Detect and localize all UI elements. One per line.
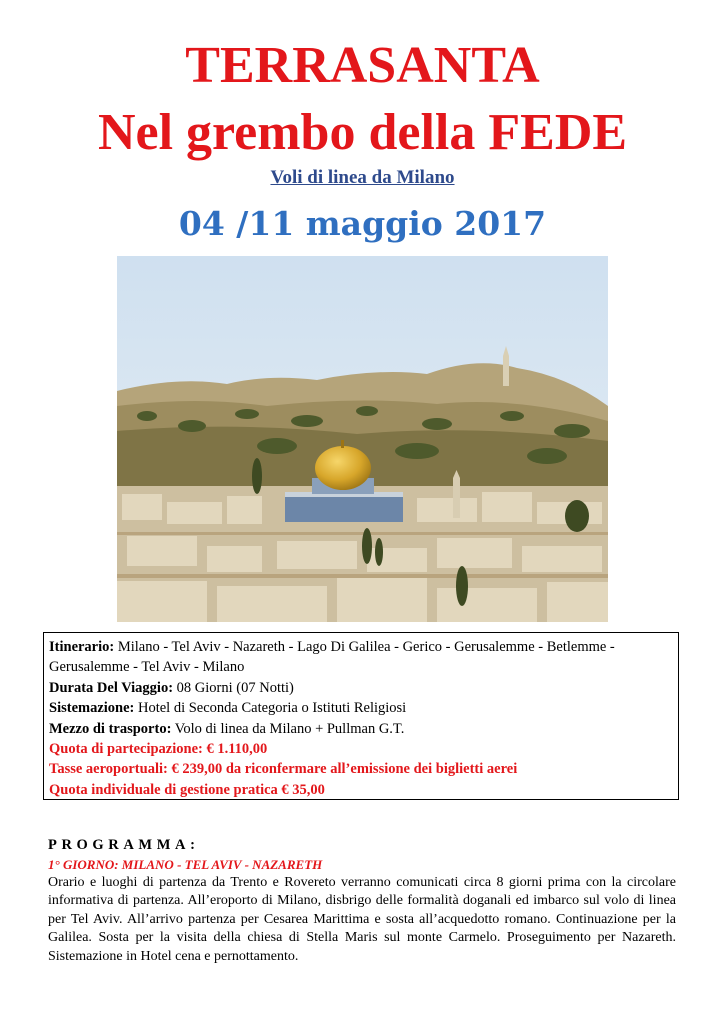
price-row: Quota di partecipazione: € 1.110,00: [49, 741, 268, 758]
trip-info-box: [43, 632, 679, 800]
itinerary-value: Milano - Tel Aviv - Nazareth - Lago Di Galilea - Gerico - Gerusalemme - Betlemme - Gerusalemme - Tel Aviv - Milano: [49, 639, 615, 676]
day-1-text: Orario e luoghi di partenza da Trento e Rovereto verranno comunicati circa 8 giorni prima con la circolare informativa di partenza. All’eroporto di Milano, disbrigo delle formalità doganali ed imbarco sul volo di linea per Tel Aviv. All’arrivo partenza per Cesarea Marittima e sosta all’acquedotto romano. Continuazione per la Galilea. Sosta per la visita della chiesa di Stella Maris sul monte Carmelo. Proseguimento per Nazareth. Sistemazione in Hotel cena e pernottamento.: [48, 875, 676, 964]
transport-label: Mezzo di trasporto:: [49, 720, 172, 737]
program-heading: PROGRAMMA:: [48, 837, 200, 853]
accommodation-row: [49, 698, 673, 718]
jerusalem-dome-of-the-rock-photo: [117, 256, 608, 622]
airport-taxes-row: Tasse aeroportuali: € 239,00 da riconfermare all’emissione dei biglietti aerei: [49, 761, 518, 778]
subtitle: Voli di linea da Milano: [270, 167, 455, 188]
itinerary-row: [49, 637, 673, 678]
accommodation-value: Hotel di Seconda Categoria o Istituti Religiosi: [138, 700, 407, 717]
accommodation-label: Sistemazione:: [49, 700, 135, 717]
itinerary-label: Itinerario:: [49, 639, 115, 655]
jerusalem-photo: [117, 256, 608, 622]
day-1-title: 1° GIORNO: MILANO - TEL AVIV - NAZARETH: [48, 857, 323, 872]
transport-value: Volo di linea da Milano + Pullman G.T.: [174, 720, 405, 737]
duration-label: Durata Del Viaggio:: [49, 679, 174, 696]
title-line-1: TERRASANTA: [185, 37, 540, 94]
title-line-2: Nel grembo della FEDE: [97, 104, 628, 161]
duration-row: [49, 678, 673, 698]
duration-value: 08 Giorni (07 Notti): [176, 679, 294, 696]
transport-row: [49, 719, 673, 739]
management-fee-row: Quota individuale di gestione pratica € 35,00: [49, 781, 325, 798]
trip-dates: 04 /11 maggio 2017: [178, 204, 547, 243]
